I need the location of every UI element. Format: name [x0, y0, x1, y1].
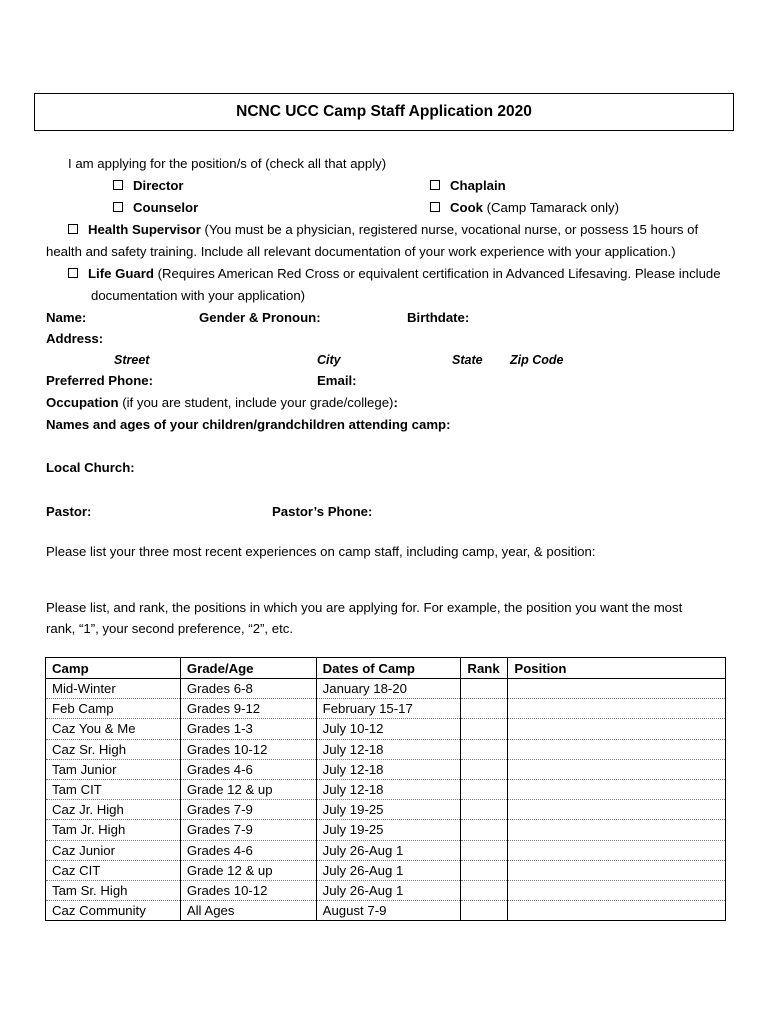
- grade-cell: Grades 7-9: [180, 820, 316, 840]
- camp-cell: Tam Sr. High: [46, 880, 181, 900]
- grade-cell: Grades 9-12: [180, 699, 316, 719]
- camp-cell: Feb Camp: [46, 699, 181, 719]
- name-label: Name:: [46, 310, 87, 325]
- church-label: Local Church:: [46, 460, 135, 475]
- dates-cell: July 26-Aug 1: [316, 880, 461, 900]
- health-supervisor-note-cont: health and safety training. Include all relevant documentation of your work experience with your application.): [46, 244, 676, 259]
- street-label: Street: [114, 353, 150, 367]
- table-row: [46, 699, 726, 719]
- camp-cell: Caz Jr. High: [46, 800, 181, 820]
- rank-cell[interactable]: [461, 699, 508, 719]
- health-supervisor-note: (You must be a physician, registered nurse, vocational nurse, or possess 15 hours of: [204, 222, 699, 237]
- position-cell[interactable]: [508, 901, 726, 921]
- position-cell[interactable]: [508, 840, 726, 860]
- grade-cell: All Ages: [180, 901, 316, 921]
- table-row: [46, 719, 726, 739]
- health-supervisor-label: Health Supervisor: [88, 222, 201, 237]
- rank-cell[interactable]: [461, 800, 508, 820]
- cook-option[interactable]: [430, 200, 619, 216]
- table-row: [46, 880, 726, 900]
- life-guard-label: Life Guard: [88, 266, 154, 281]
- experience-prompt: Please list your three most recent experiences on camp staff, including camp, year, & position:: [46, 544, 596, 559]
- camp-cell: Caz Sr. High: [46, 739, 181, 759]
- occupation-line: [46, 395, 398, 411]
- form-title: NCNC UCC Camp Staff Application 2020: [34, 93, 734, 131]
- chaplain-checkbox[interactable]: [430, 180, 440, 190]
- rank-cell[interactable]: [461, 860, 508, 880]
- counselor-label: Counselor: [133, 200, 199, 215]
- life-guard-option[interactable]: [68, 266, 721, 282]
- dates-cell: July 12-18: [316, 779, 461, 799]
- table-row: [46, 800, 726, 820]
- dates-cell: July 19-25: [316, 800, 461, 820]
- chaplain-option[interactable]: [430, 178, 506, 194]
- director-label: Director: [133, 178, 184, 193]
- camp-cell: Tam Junior: [46, 759, 181, 779]
- grade-cell: Grades 4-6: [180, 840, 316, 860]
- director-checkbox[interactable]: [113, 180, 123, 190]
- state-label: State: [452, 353, 483, 367]
- rank-cell[interactable]: [461, 820, 508, 840]
- gender-label: Gender & Pronoun:: [199, 310, 321, 325]
- birthdate-label: Birthdate:: [407, 310, 470, 325]
- occupation-label: Occupation: [46, 395, 119, 410]
- dates-cell: January 18-20: [316, 679, 461, 699]
- health-supervisor-option[interactable]: [68, 222, 698, 238]
- dates-cell: July 12-18: [316, 739, 461, 759]
- rank-cell[interactable]: [461, 719, 508, 739]
- grade-cell: Grade 12 & up: [180, 860, 316, 880]
- grade-cell: Grades 10-12: [180, 880, 316, 900]
- camp-cell: Tam Jr. High: [46, 820, 181, 840]
- header-grade: Grade/Age: [180, 658, 316, 679]
- life-guard-checkbox[interactable]: [68, 268, 78, 278]
- camp-cell: Caz Junior: [46, 840, 181, 860]
- rank-cell[interactable]: [461, 739, 508, 759]
- grade-cell: Grades 7-9: [180, 800, 316, 820]
- table-row: [46, 901, 726, 921]
- position-cell[interactable]: [508, 759, 726, 779]
- camp-cell: Mid-Winter: [46, 679, 181, 699]
- header-dates: Dates of Camp: [316, 658, 461, 679]
- table-row: [46, 779, 726, 799]
- table-header-row: [46, 658, 726, 679]
- position-cell[interactable]: [508, 699, 726, 719]
- cook-checkbox[interactable]: [430, 202, 440, 212]
- camp-cell: Caz CIT: [46, 860, 181, 880]
- dates-cell: July 26-Aug 1: [316, 860, 461, 880]
- cook-note: (Camp Tamarack only): [486, 200, 620, 215]
- children-label: Names and ages of your children/grandchildren attending camp:: [46, 417, 451, 432]
- rank-cell[interactable]: [461, 779, 508, 799]
- phone-label: Preferred Phone:: [46, 373, 153, 388]
- occupation-colon: :: [393, 395, 398, 410]
- zip-label: Zip Code: [510, 353, 564, 367]
- dates-cell: February 15-17: [316, 699, 461, 719]
- life-guard-note-cont: documentation with your application): [91, 288, 306, 303]
- chaplain-label: Chaplain: [450, 178, 506, 193]
- dates-cell: July 10-12: [316, 719, 461, 739]
- position-cell[interactable]: [508, 820, 726, 840]
- rank-cell[interactable]: [461, 679, 508, 699]
- dates-cell: July 19-25: [316, 820, 461, 840]
- rank-cell[interactable]: [461, 840, 508, 860]
- dates-cell: July 12-18: [316, 759, 461, 779]
- camp-cell: Caz Community: [46, 901, 181, 921]
- table-row: [46, 860, 726, 880]
- rank-cell[interactable]: [461, 759, 508, 779]
- pastor-label: Pastor:: [46, 504, 92, 519]
- grade-cell: Grades 1-3: [180, 719, 316, 739]
- life-guard-note: (Requires American Red Cross or equivalent certification in Advanced Lifesaving. Please include: [157, 266, 721, 281]
- grade-cell: Grades 4-6: [180, 759, 316, 779]
- camp-table: [45, 657, 726, 921]
- position-cell[interactable]: [508, 860, 726, 880]
- rank-prompt-line-2: rank, “1”, your second preference, “2”, etc.: [46, 621, 294, 636]
- camp-cell: Tam CIT: [46, 779, 181, 799]
- counselor-checkbox[interactable]: [113, 202, 123, 212]
- position-cell[interactable]: [508, 779, 726, 799]
- occupation-note: (if you are student, include your grade/college): [122, 395, 394, 410]
- rank-cell[interactable]: [461, 880, 508, 900]
- grade-cell: Grades 10-12: [180, 739, 316, 759]
- email-label: Email:: [317, 373, 357, 388]
- position-cell[interactable]: [508, 739, 726, 759]
- table-row: [46, 679, 726, 699]
- position-cell[interactable]: [508, 719, 726, 739]
- header-rank: Rank: [461, 658, 508, 679]
- rank-prompt-line-1: Please list, and rank, the positions in which you are applying for. For example, the position you want the most: [46, 600, 683, 615]
- grade-cell: Grade 12 & up: [180, 779, 316, 799]
- director-option[interactable]: [113, 178, 184, 194]
- pastor-phone-label: Pastor’s Phone:: [272, 504, 373, 519]
- rank-cell[interactable]: [461, 901, 508, 921]
- health-supervisor-checkbox[interactable]: [68, 224, 78, 234]
- position-cell[interactable]: [508, 679, 726, 699]
- position-cell[interactable]: [508, 880, 726, 900]
- camp-cell: Caz You & Me: [46, 719, 181, 739]
- cook-label: Cook: [450, 200, 483, 215]
- header-position: Position: [508, 658, 726, 679]
- applying-prompt: I am applying for the position/s of (check all that apply): [68, 156, 387, 171]
- grade-cell: Grades 6-8: [180, 679, 316, 699]
- table-row: [46, 820, 726, 840]
- city-label: City: [317, 353, 341, 367]
- dates-cell: August 7-9: [316, 901, 461, 921]
- position-cell[interactable]: [508, 800, 726, 820]
- dates-cell: July 26-Aug 1: [316, 840, 461, 860]
- table-row: [46, 840, 726, 860]
- counselor-option[interactable]: [113, 200, 198, 216]
- table-row: [46, 739, 726, 759]
- table-row: [46, 759, 726, 779]
- address-label: Address:: [46, 331, 104, 346]
- header-camp: Camp: [46, 658, 181, 679]
